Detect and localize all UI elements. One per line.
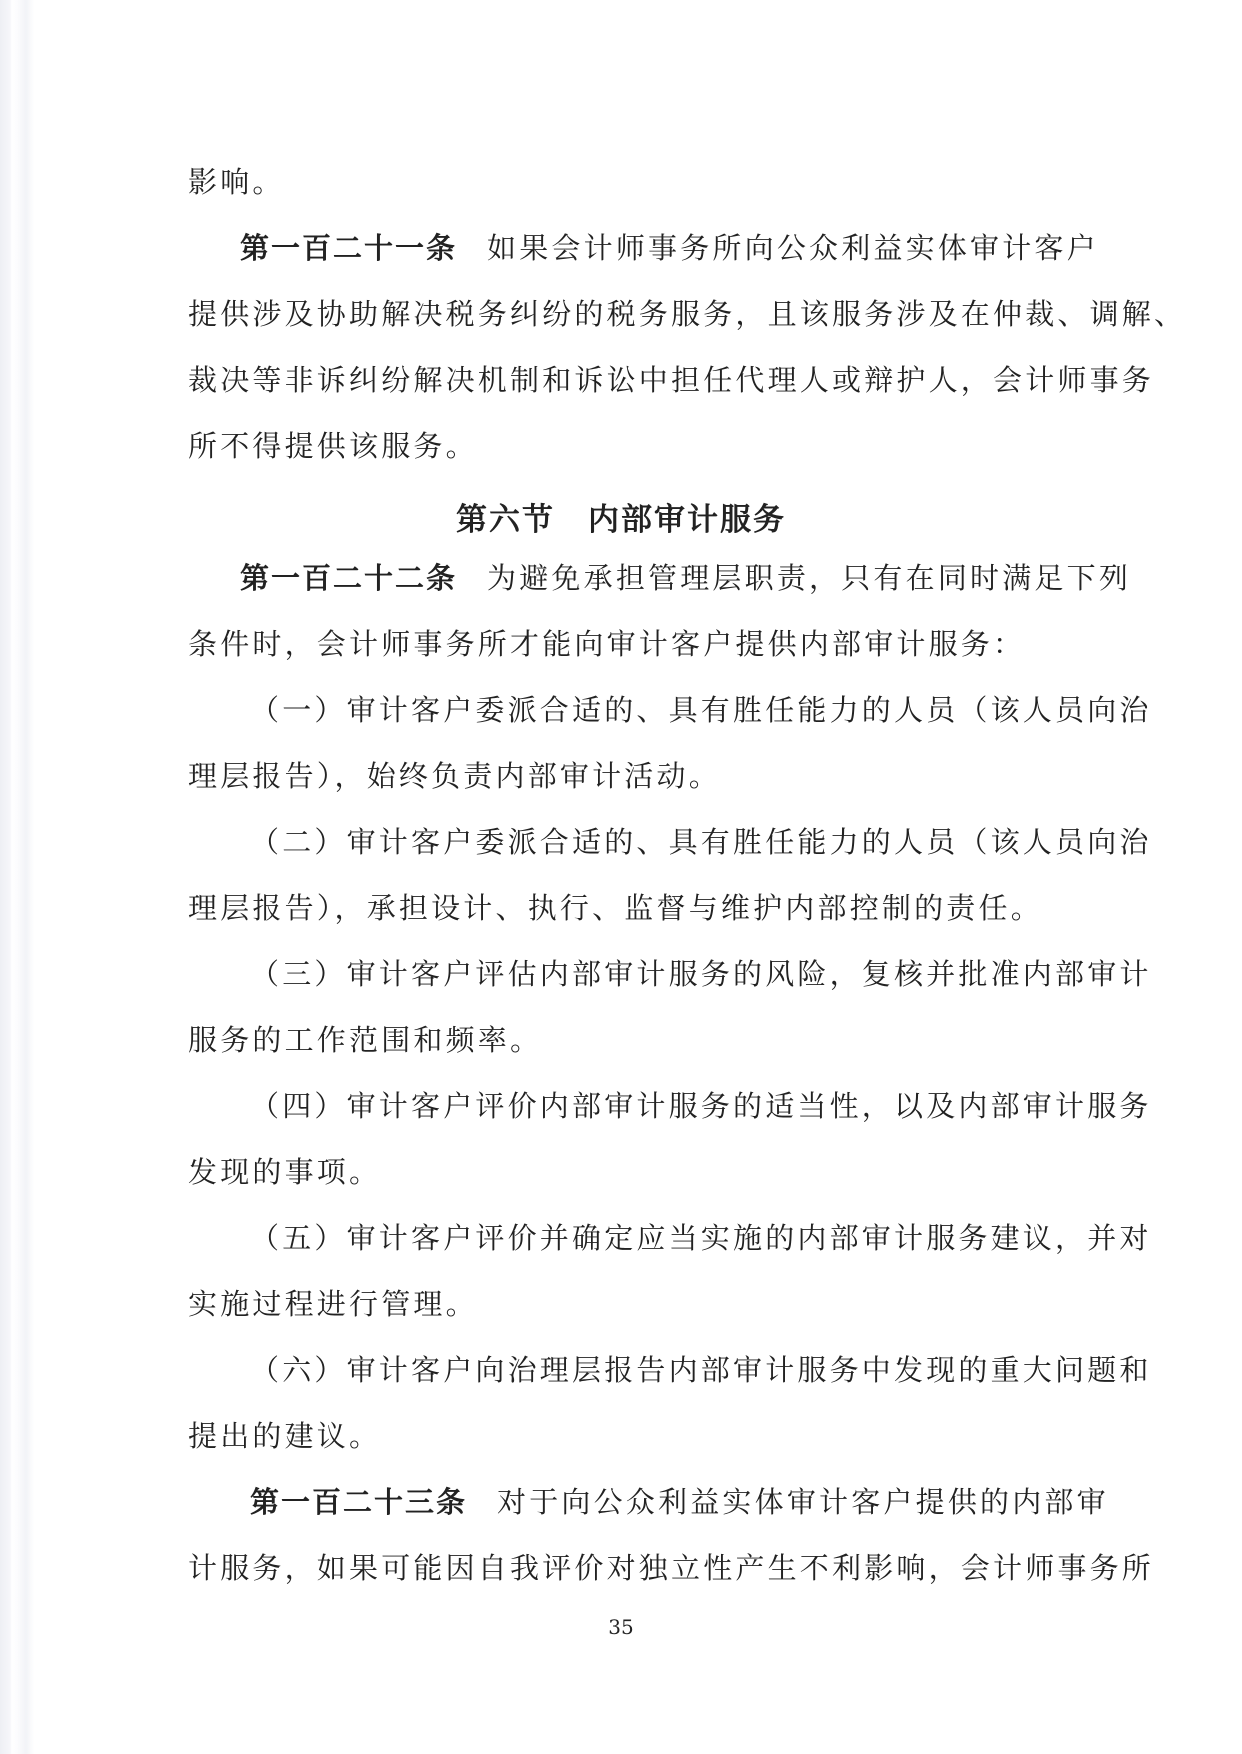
body-line	[188, 758, 721, 794]
article-heading-line	[240, 230, 1099, 266]
line-text: 理层报告），始终负责内部审计活动。	[188, 759, 721, 793]
line-text: 所不得提供该服务。	[188, 429, 478, 463]
article-number: 第一百二十一条	[240, 231, 458, 265]
list-item-line	[250, 692, 1152, 728]
line-text: 提供涉及协助解决税务纠纷的税务服务，且该服务涉及在仲裁、调解、	[188, 297, 1187, 331]
list-item-line	[250, 1352, 1152, 1388]
list-item-line	[250, 824, 1152, 860]
body-line	[188, 428, 478, 464]
line-text: 实施过程进行管理。	[188, 1287, 478, 1321]
list-item-line	[250, 956, 1152, 992]
line-text: （五）审计客户评价并确定应当实施的内部审计服务建议，并对	[250, 1221, 1152, 1255]
line-text: 服务的工作范围和频率。	[188, 1023, 543, 1057]
line-text: （一）审计客户委派合适的、具有胜任能力的人员（该人员向治	[250, 693, 1152, 727]
body-line	[188, 1550, 1154, 1586]
body-line	[188, 890, 1043, 926]
line-text: 对于向公众利益实体审计客户提供的内部审	[497, 1485, 1109, 1519]
section-heading: 第六节 内部审计服务	[456, 502, 786, 538]
body-line	[188, 626, 1025, 662]
article-number: 第一百二十三条	[250, 1485, 468, 1519]
body-line	[188, 1022, 542, 1058]
line-text: （二）审计客户委派合适的、具有胜任能力的人员（该人员向治	[250, 825, 1152, 859]
line-text: 理层报告），承担设计、执行、监督与维护内部控制的责任。	[188, 891, 1043, 925]
line-text: （三）审计客户评估内部审计服务的风险，复核并批准内部审计	[250, 957, 1152, 991]
body-line	[188, 1418, 381, 1454]
body-line	[188, 1154, 381, 1190]
line-text: 条件时，会计师事务所才能向审计客户提供内部审计服务：	[188, 627, 1026, 661]
line-text: 计服务，如果可能因自我评价对独立性产生不利影响，会计师事务所	[188, 1551, 1155, 1585]
line-text: 发现的事项。	[188, 1155, 382, 1189]
line-text: （四）审计客户评价内部审计服务的适当性，以及内部审计服务	[250, 1089, 1152, 1123]
line-text: 为避免承担管理层职责，只有在同时满足下列	[487, 561, 1132, 595]
article-heading-line	[250, 1484, 1109, 1520]
body-line	[188, 164, 285, 200]
list-item-line	[250, 1220, 1152, 1256]
line-text: 提出的建议。	[188, 1419, 382, 1453]
line-text: 如果会计师事务所向公众利益实体审计客户	[487, 231, 1099, 265]
page-number: 35	[608, 1615, 634, 1639]
article-number: 第一百二十二条	[240, 561, 458, 595]
line-text: （六）审计客户向治理层报告内部审计服务中发现的重大问题和	[250, 1353, 1152, 1387]
list-item-line	[250, 1088, 1152, 1124]
line-text: 裁决等非诉纠纷解决机制和诉讼中担任代理人或辩护人，会计师事务	[188, 363, 1155, 397]
body-line	[188, 296, 1186, 332]
article-heading-line	[240, 560, 1131, 596]
body-line	[188, 362, 1154, 398]
line-text: 影响。	[188, 165, 285, 199]
body-line	[188, 1286, 478, 1322]
